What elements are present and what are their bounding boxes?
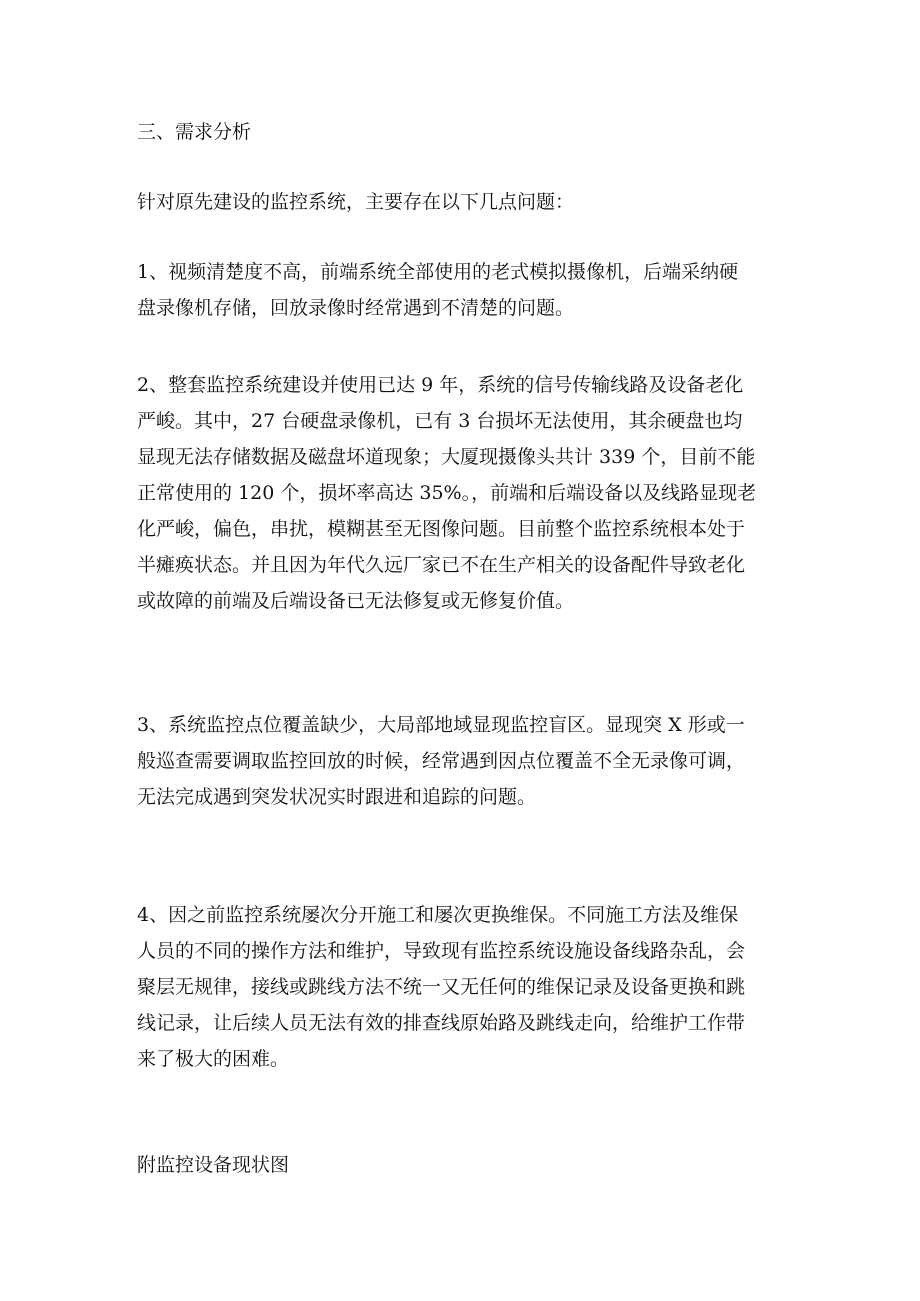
- paragraph-line: 聚层无规律，接线或跳线方法不统一又无任何的维保记录及设备更换和跳: [137, 976, 746, 998]
- section-heading: [137, 114, 787, 150]
- paragraph-line: 化严峻，偏色，串扰，模糊甚至无图像问题。目前整个监控系统根本处于: [137, 518, 746, 540]
- paragraph-line: 盘录像机存储，回放录像时经常遇到不清楚的问题。: [137, 297, 575, 319]
- paragraph-line: 无法完成遇到突发状况实时跟进和追踪的问题。: [137, 786, 537, 808]
- paragraph-line: 正常使用的 120 个，损坏率高达 35%。，前端和后端设备以及线路显现老: [137, 482, 757, 504]
- paragraph-line: 显现无法存储数据及磁盘坏道现象；大厦现摄像头共计 339 个，目前不能: [137, 446, 756, 468]
- issue-paragraph-1: [137, 254, 787, 326]
- appendix-text: 附监控设备现状图: [137, 1154, 290, 1176]
- paragraph-line: 1、视频清楚度不高，前端系统全部使用的老式模拟摄像机，后端采纳硬: [137, 261, 739, 283]
- paragraph-line: 半瘫痪状态。并且因为年代久远厂家已不在生产相关的设备配件导致老化: [137, 554, 746, 576]
- issue-paragraph-4: [137, 897, 787, 1077]
- paragraph-line: 3、系统监控点位覆盖缺少，大局部地域显现监控盲区。显现突 X 形或一: [137, 714, 745, 736]
- paragraph-line: 人员的不同的操作方法和维护，导致现有监控系统设施设备线路杂乱，会: [137, 940, 746, 962]
- paragraph-line: 般巡查需要调取监控回放的时候，经常遇到因点位覆盖不全无录像可调，: [137, 750, 746, 772]
- issue-paragraph-2: [137, 367, 787, 619]
- paragraph-line: 线记录，让后续人员无法有效的排查线原始路及跳线走向，给维护工作带: [137, 1012, 746, 1034]
- paragraph-line: 来了极大的困难。: [137, 1048, 290, 1070]
- section-heading-text: 三、需求分析: [137, 121, 252, 143]
- paragraph-line: 4、因之前监控系统屡次分开施工和屡次更换维保。不同施工方法及维保: [137, 904, 739, 926]
- issue-paragraph-3: [137, 707, 787, 815]
- paragraph-line: 2、整套监控系统建设并使用已达 9 年，系统的信号传输线路及设备老化: [137, 374, 744, 396]
- paragraph-line: 或故障的前端及后端设备已无法修复或无修复价值。: [137, 590, 575, 612]
- appendix-caption: [137, 1147, 787, 1183]
- intro-text: 针对原先建设的监控系统，主要存在以下几点问题：: [137, 191, 575, 213]
- paragraph-line: 严峻。其中，27 台硬盘录像机，已有 3 台损坏无法使用，其余硬盘也均: [137, 410, 743, 432]
- intro-paragraph: [137, 184, 787, 220]
